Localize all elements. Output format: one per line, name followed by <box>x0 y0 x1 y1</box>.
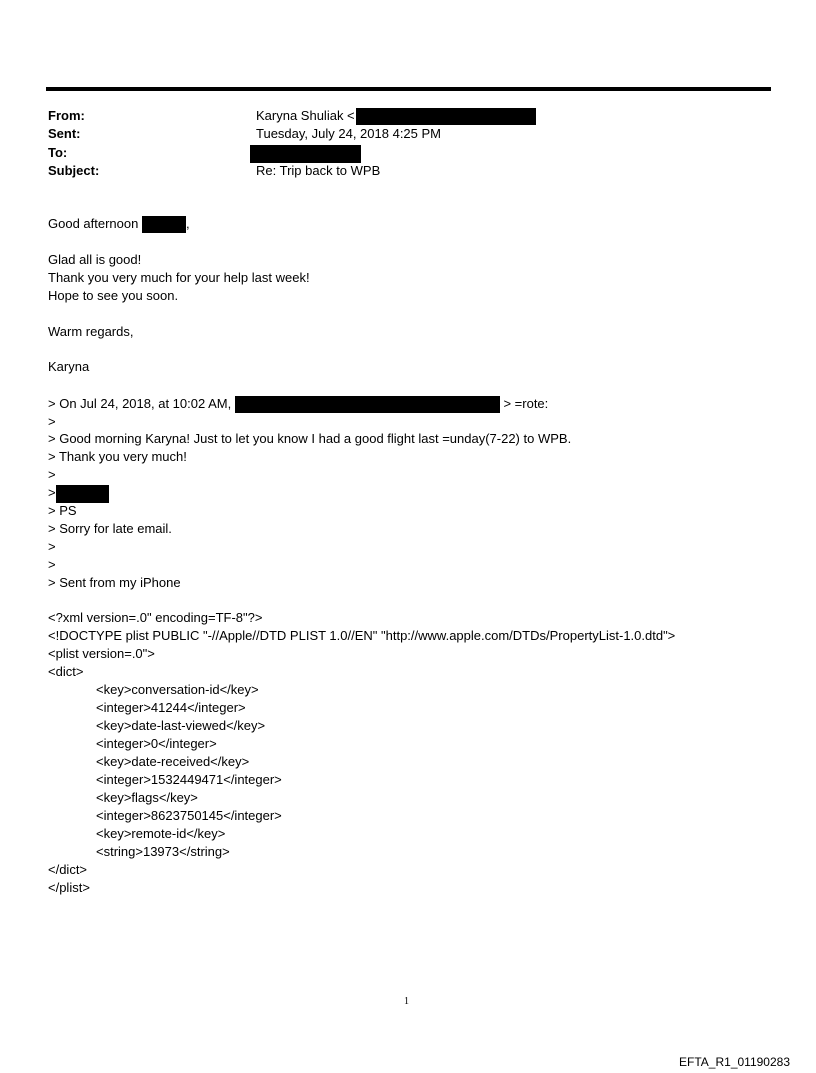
to-label: To: <box>48 145 68 160</box>
plist-entry: <integer>1532449471</integer> <box>96 772 282 787</box>
quoted-line: > Good morning Karyna! Just to let you know I had a good flight last =unday(7-22) to WPB. <box>48 431 572 446</box>
greeting-line <box>48 215 190 233</box>
redaction-block <box>142 216 186 233</box>
quoted-intro <box>48 395 548 413</box>
quoted-intro-end: > =rote: <box>503 396 549 411</box>
plist-open-tag: <plist version=.0"> <box>48 646 155 661</box>
quoted-line: > Sorry for late email. <box>48 521 172 536</box>
subject-value: Re: Trip back to WPB <box>256 163 381 178</box>
dict-close-tag: </dict> <box>48 862 88 877</box>
from-label: From: <box>48 108 85 123</box>
sent-label: Sent: <box>48 126 81 141</box>
body-line: Hope to see you soon. <box>48 288 179 303</box>
signature-line: Karyna <box>48 359 90 374</box>
subject-label: Subject: <box>48 163 100 178</box>
to-value <box>250 144 361 163</box>
plist-entry: <key>remote-id</key> <box>96 826 226 841</box>
plist-entry: <key>date-last-viewed</key> <box>96 718 266 733</box>
plist-entry: <string>13973</string> <box>96 844 230 859</box>
quoted-marker: > <box>48 485 56 500</box>
quoted-line: > PS <box>48 503 77 518</box>
greeting-text: Good afternoon <box>48 216 139 231</box>
quoted-line <box>48 484 109 503</box>
quoted-line: > Thank you very much! <box>48 449 187 464</box>
quoted-line: > <box>48 539 56 554</box>
body-line: Thank you very much for your help last week! <box>48 270 310 285</box>
dict-open-tag: <dict> <box>48 664 84 679</box>
plist-doctype: <!DOCTYPE plist PUBLIC "-//Apple//DTD PLIST 1.0//EN" "http://www.apple.com/DTDs/PropertyList-1.0.dtd"> <box>48 628 676 643</box>
document-id: EFTA_R1_01190283 <box>679 1055 790 1069</box>
greeting-comma: , <box>185 216 190 231</box>
plist-entry: <integer>41244</integer> <box>96 700 246 715</box>
plist-close-tag: </plist> <box>48 880 90 895</box>
body-line: Glad all is good! <box>48 252 142 267</box>
plist-entry: <key>flags</key> <box>96 790 198 805</box>
redaction-block <box>235 396 500 413</box>
page-number: 1 <box>404 996 409 1007</box>
redaction-block <box>56 485 109 503</box>
quoted-line: > <box>48 414 56 429</box>
plist-entry: <integer>8623750145</integer> <box>96 808 282 823</box>
plist-xml-declaration: <?xml version=.0" encoding=TF-8"?> <box>48 610 263 625</box>
plist-entry: <key>date-received</key> <box>96 754 250 769</box>
redaction-block <box>356 108 536 125</box>
header-rule <box>46 87 771 91</box>
from-value <box>256 107 536 125</box>
quoted-line: > Sent from my iPhone <box>48 575 181 590</box>
quoted-line: > <box>48 467 56 482</box>
redaction-block <box>250 145 361 163</box>
closing-line: Warm regards, <box>48 324 134 339</box>
plist-entry: <key>conversation-id</key> <box>96 682 259 697</box>
sent-value: Tuesday, July 24, 2018 4:25 PM <box>256 126 441 141</box>
plist-entry: <integer>0</integer> <box>96 736 217 751</box>
quoted-intro-start: > On Jul 24, 2018, at 10:02 AM, <box>48 396 232 411</box>
from-name: Karyna Shuliak < <box>256 108 355 123</box>
quoted-line: > <box>48 557 56 572</box>
